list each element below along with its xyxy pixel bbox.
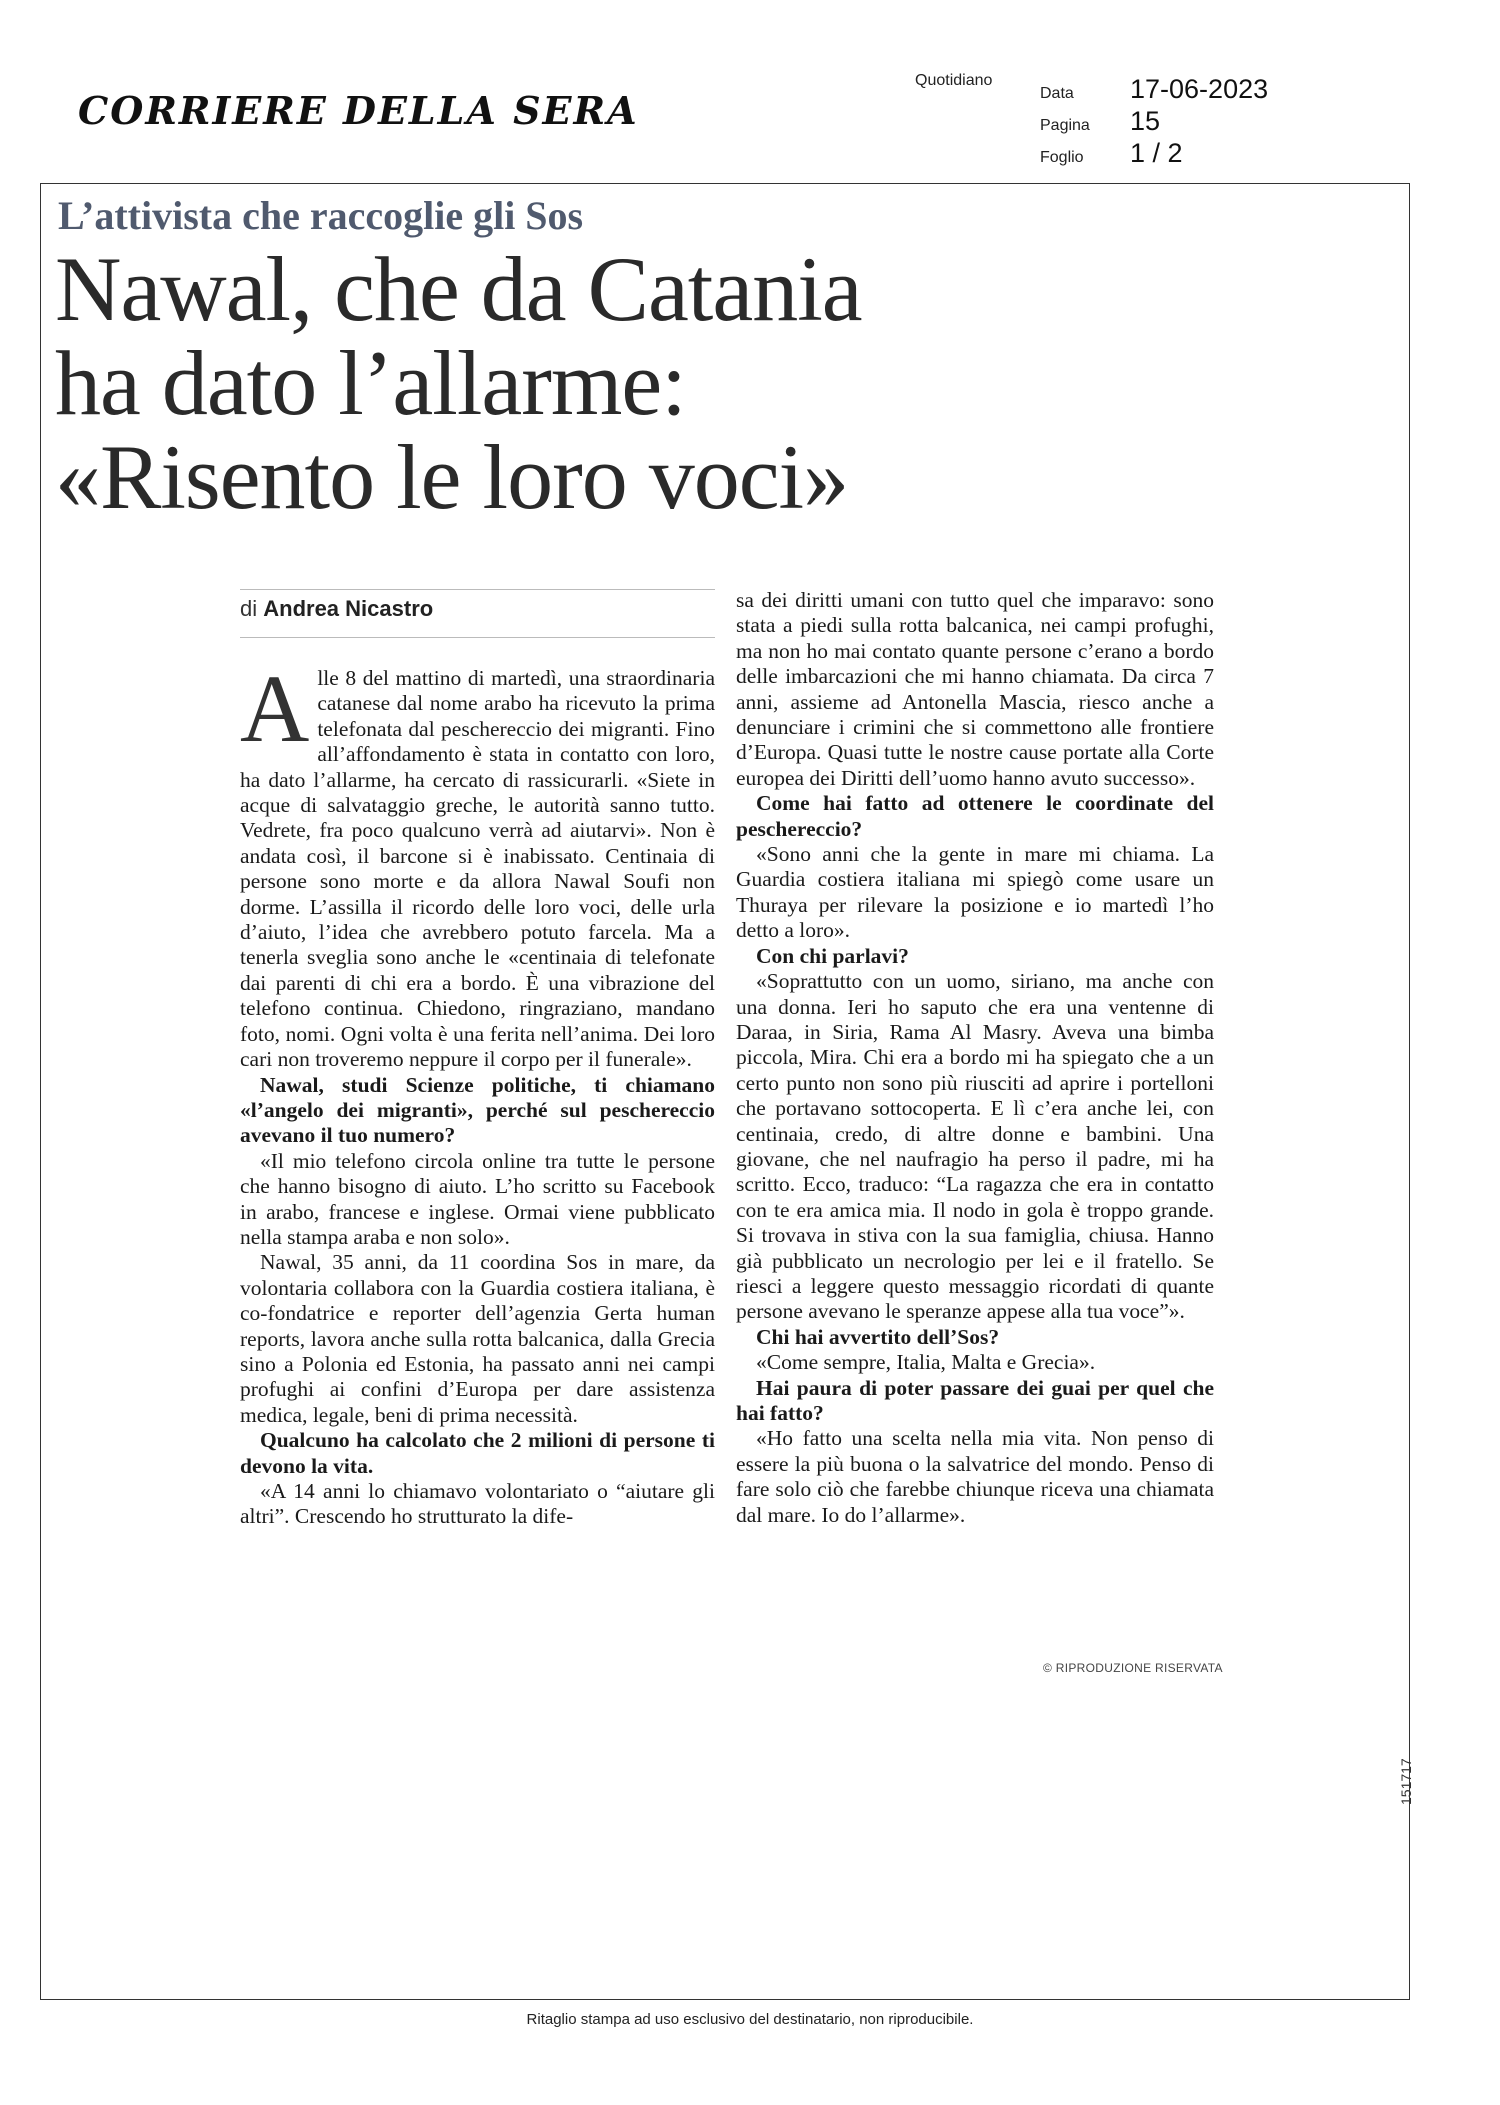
article-paragraph: «Come sempre, Italia, Malta e Grecia». xyxy=(756,1350,1096,1375)
date-label: Data xyxy=(1040,85,1074,102)
interview-question: Chi hai avvertito dell’Sos? xyxy=(756,1324,1000,1349)
article-column-1 xyxy=(240,655,715,1530)
byline-divider xyxy=(240,637,715,638)
headline-line: ha dato l’allarme: xyxy=(55,332,686,434)
article-column-2 xyxy=(736,588,1214,1528)
headline-line: «Risento le loro voci» xyxy=(55,426,849,528)
sheet-label: Foglio xyxy=(1040,149,1084,166)
sheet-value: 1 / 2 xyxy=(1130,138,1183,168)
interview-question: Con chi parlavi? xyxy=(756,943,909,968)
side-code: 151717 xyxy=(1398,1758,1414,1805)
article-paragraph: «Il mio telefono circola online tra tutte le persone che hanno bisogno di aiuto. L’ho scritto su Facebook in arabo, francese e inglese. Ormai viene pubblicato nella stampa araba e non solo». xyxy=(240,1148,715,1249)
sheet-row xyxy=(1040,138,1183,169)
byline-prefix: di xyxy=(240,596,258,621)
interview-question: Hai paura di poter passare dei guai per quel che hai fatto? xyxy=(736,1375,1214,1425)
publication-type: Quotidiano xyxy=(915,72,993,89)
interview-question: Nawal, studi Scienze politiche, ti chiamano «l’angelo dei migranti», perché sul peschereccio avevano il tuo numero? xyxy=(240,1072,715,1148)
article-paragraph: «Soprattutto con un uomo, siriano, ma anche con una donna. Ieri ho saputo che era una ventenne di Daraa, in Siria, Rama Al Masry. Aveva una bimba piccola, Mira. Chi era a bordo mi ha spiegato che a un certo punto non sono più riusciti ad aprire i portelloni che portavano sottocoperta. E lì c’era anche lei, con centinaia, credo, di altre donne e bambini. Una giovane, che nel naufragio ha perso il padre, mi ha scritto. Ecco, traduco: “La ragazza che era in contatto con te era amica mia. Il nodo in gola è troppo grande. Si trovava in stiva con la sua famiglia, chiusa. Hanno già pubblicato un necrologio per lei e il fratello. Se riesci a leggere questo messaggio ricordati di quante persone avevano le speranze appese alla tua voce”». xyxy=(736,969,1214,1324)
page-row xyxy=(1040,106,1160,137)
interview-question: Come hai fatto ad ottenere le coordinate del peschereccio? xyxy=(736,791,1214,841)
article-kicker: L’attivista che raccoglie gli Sos xyxy=(58,193,584,238)
page-label: Pagina xyxy=(1040,117,1090,134)
date-row xyxy=(1040,74,1268,105)
article-paragraph: Nawal, 35 anni, da 11 coordina Sos in mare, da volontaria collabora con la Guardia costiera italiana, è co-fondatrice e reporter dell’agenzia Gerta human reports, lavora anche sulla rotta balcanica, dalla Grecia sino a Polonia ed Estonia, ha passato anni nei campi profughi ai confini d’Europa per dare assistenza medica, legale, beni di prima necessità. xyxy=(240,1250,715,1427)
copyright-notice: © RIPRODUZIONE RISERVATA xyxy=(1043,1661,1223,1675)
author-name: Andrea Nicastro xyxy=(263,596,434,621)
byline-divider xyxy=(240,589,715,590)
headline-line: Nawal, che da Catania xyxy=(55,238,862,340)
footer-notice: Ritaglio stampa ad uso esclusivo del destinatario, non riproducibile. xyxy=(526,2011,974,2028)
article-paragraph: «Ho fatto una scelta nella mia vita. Non penso di essere la più buona o la salvatrice del mondo. Penso di fare solo ciò che farebbe chiunque riceva una chiamata dal mare. Io do l’allarme». xyxy=(736,1426,1214,1527)
article-headline xyxy=(55,238,862,528)
interview-question: Qualcuno ha calcolato che 2 milioni di persone ti devono la vita. xyxy=(240,1428,715,1478)
page-value: 15 xyxy=(1130,106,1161,136)
article-paragraph: «A 14 anni lo chiamavo volontariato o “aiutare gli altri”. Crescendo ho strutturato la dife- xyxy=(240,1479,715,1529)
article-paragraph: sa dei diritti umani con tutto quel che imparavo: sono stata a piedi sulla rotta balcanica, nei campi profughi, ma non ho mai contato quante persone c’erano a bordo delle imbarcazioni che mi hanno chiamata. Da circa 7 anni, assieme ad Antonella Mascia, riesco anche a denunciare i crimini che si commettono alle frontiere d’Europa. Quasi tutte le nostre cause portate alla Corte europea dei Diritti dell’uomo hanno avuto successo». xyxy=(736,588,1214,790)
newspaper-masthead: CORRIERE DELLA SERA xyxy=(78,88,639,133)
date-value: 17-06-2023 xyxy=(1130,74,1269,104)
article-lead-paragraph: Alle 8 del mattino di martedì, una straordinaria catanese dal nome arabo ha ricevuto la prima telefonata dal peschereccio dei migranti. Fino all’affondamento è stata in contatto con loro, ha dato l’allarme, ha cercato di rassicurarli. «Siete in acque di salvataggio greche, le autorità sanno tutto. Vedrete, fra poco qualcuno verrà ad aiutarvi». Non è andata così, il barcone si è inabissato. Centinaia di persone sono morte e da allora Nawal Soufi non dorme. L’assilla il ricordo delle loro voci, delle urla d’aiuto, l’idea che avrebbero potuto farcela. Ma a tenerla sveglia sono anche le «centinaia di telefonate dai parenti di chi era a bordo. È una vibrazione del telefono continua. Chiedono, ringraziano, mandano foto, nomi. Ogni volta è una ferita nell’anima. Dei loro cari non troveremo neppure il corpo per il funerale». xyxy=(240,655,715,1072)
byline xyxy=(240,596,433,622)
article-paragraph: «Sono anni che la gente in mare mi chiama. La Guardia costiera italiana mi spiegò come usare un Thuraya per rilevare la posizione e io martedì l’ho detto a loro». xyxy=(736,842,1214,943)
